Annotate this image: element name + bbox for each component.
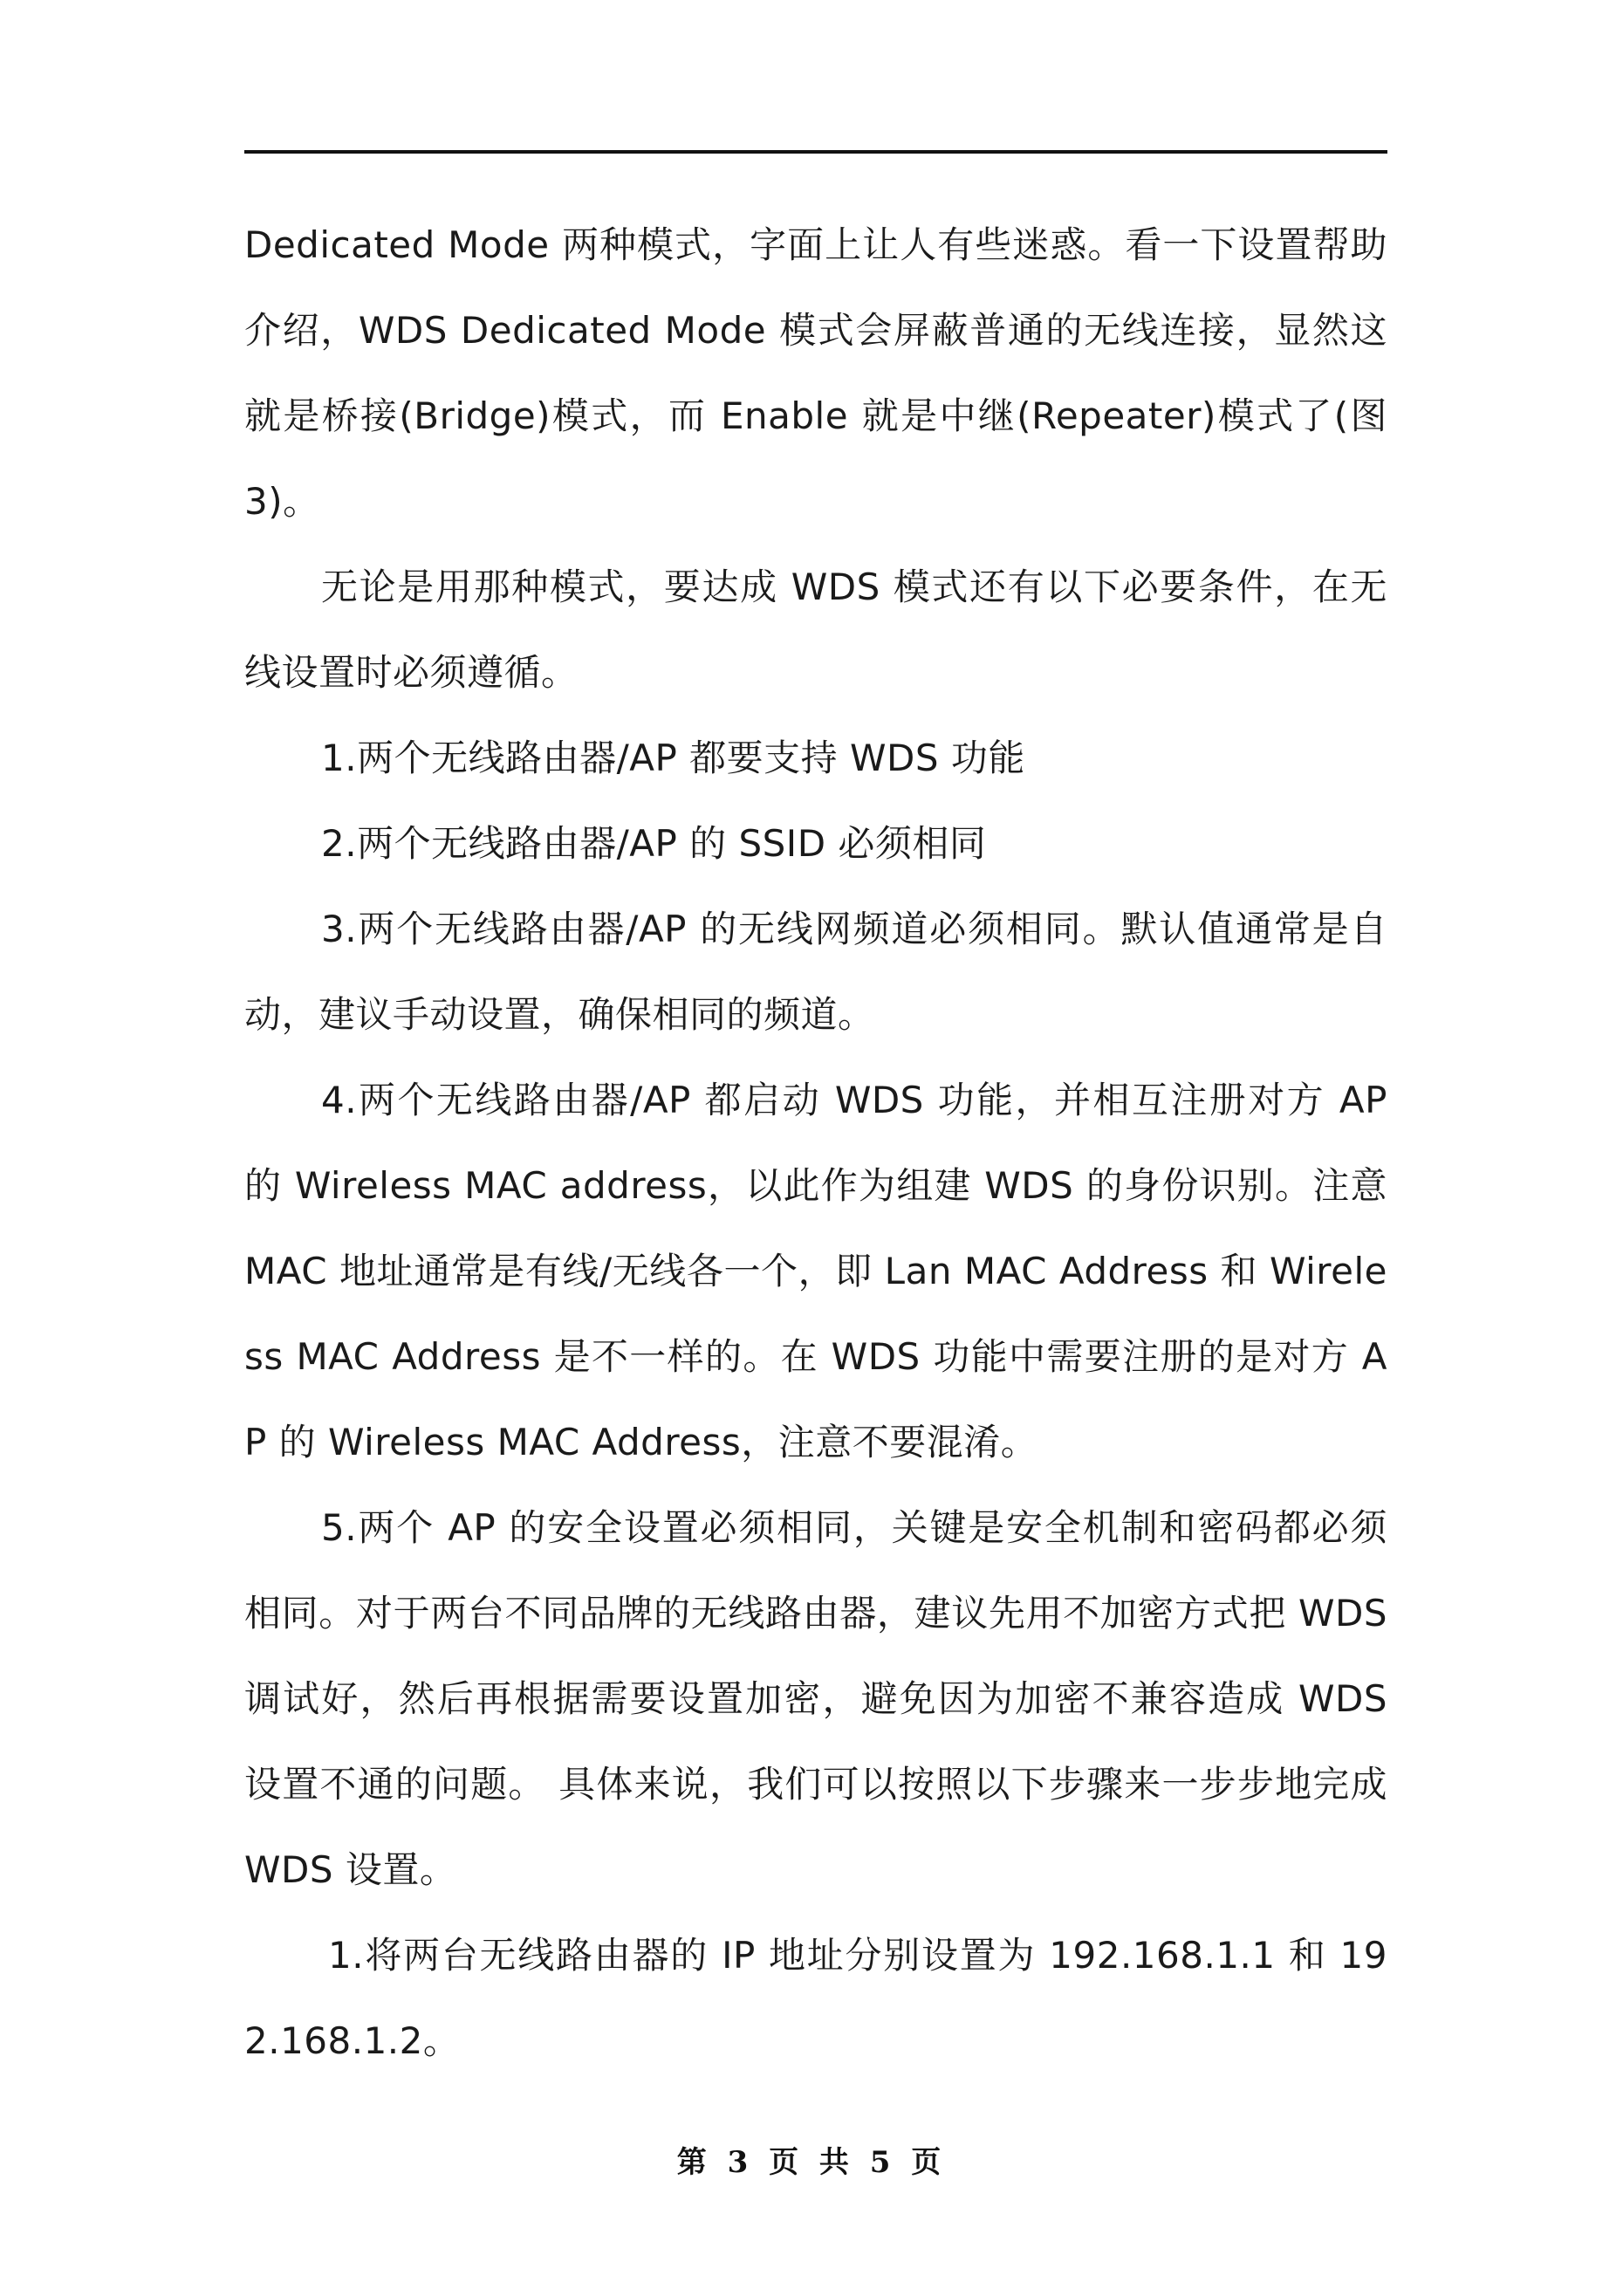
- requirement-3: 3.两个无线路由器/AP 的无线网频道必须相同。默认值通常是自动，建议手动设置，确保相同的频道。: [244, 908, 1387, 1036]
- requirement-4: 4.两个无线路由器/AP 都启动 WDS 功能，并相互注册对方 AP 的 Wireless MAC address，以此作为组建 WDS 的身份识别。注意 MAC 地址通常是有线/无线各一个，即 Lan MAC Address 和 Wireless MAC Address 是不一样的。在 WDS 功能中需要注册的是对方 AP 的 Wireless MAC Address，注意不要混淆。: [244, 1079, 1387, 1463]
- page-number-footer: 第 3 页 共 5 页: [676, 2145, 947, 2180]
- requirement-5: 5.两个 AP 的安全设置必须相同，关键是安全机制和密码都必须相同。对于两台不同品牌的无线路由器，建议先用不加密方式把 WDS 调试好，然后再根据需要设置加密，避免因为加密不兼容造成 WDS 设置不通的问题。 具体来说，我们可以按照以下步骤来一步步地完成 WDS 设置。: [244, 1506, 1387, 1891]
- page-body: [244, 202, 1387, 2084]
- step-1: 1.将两台无线路由器的 IP 地址分别设置为 192.168.1.1 和 192.168.1.2。: [244, 1934, 1387, 2062]
- requirement-2: 2.两个无线路由器/AP 的 SSID 必须相同: [321, 822, 987, 865]
- paragraph-wds-modes: Dedicated Mode 两种模式，字面上让人有些迷惑。看一下设置帮助介绍，WDS Dedicated Mode 模式会屏蔽普通的无线连接，显然这就是桥接(Bridge)模式，而 Enable 就是中继(Repeater)模式了(图3)。: [244, 223, 1387, 523]
- paragraph-wds-requirements: 无论是用那种模式，要达成 WDS 模式还有以下必要条件，在无线设置时必须遵循。: [244, 565, 1387, 694]
- requirement-1: 1.两个无线路由器/AP 都要支持 WDS 功能: [321, 737, 1025, 779]
- header-rule: [244, 150, 1387, 154]
